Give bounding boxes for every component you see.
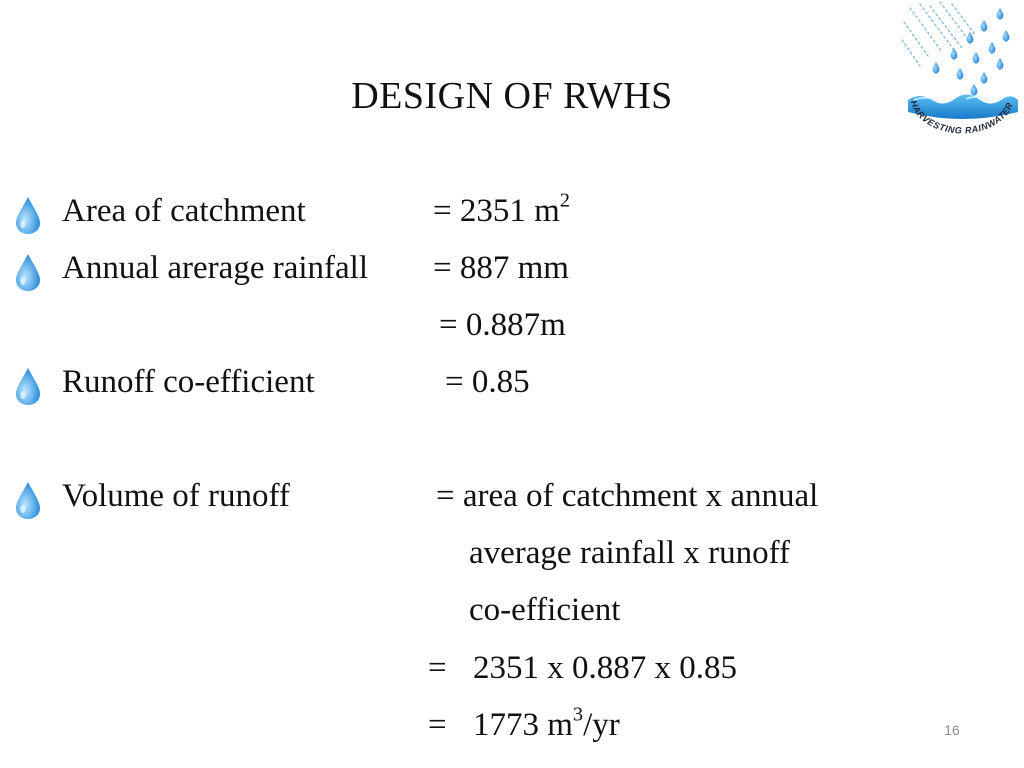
area-value: = 2351 $m^2$ [433, 189, 570, 229]
water-drop-icon [13, 366, 43, 406]
page-number: 16 [944, 722, 960, 738]
harvesting-rainwater-logo [896, 0, 1024, 150]
runoff-coefficient-label: Runoff co-efficient [62, 364, 315, 400]
volume-label: Volume of runoff [62, 478, 290, 514]
volume-result: 1773 $m^3/yr$ [473, 703, 620, 743]
rainfall-value-metres: = 0.887m [439, 307, 566, 343]
slide-title: DESIGN OF RWHS [351, 75, 673, 117]
rainfall-value: = 887 mm [433, 250, 569, 286]
water-drop-icon [13, 252, 43, 292]
volume-formula-line1: = area of catchment x annual [436, 478, 819, 514]
volume-result-sign: = [428, 707, 447, 743]
water-drop-icon [13, 195, 43, 235]
area-label: Area of catchment [62, 193, 306, 229]
water-drop-icon [13, 480, 43, 520]
volume-calculation: 2351 x 0.887 x 0.85 [473, 650, 737, 686]
volume-calc-sign: = [428, 650, 447, 686]
runoff-coefficient-value: = 0.85 [445, 364, 530, 400]
volume-formula-line2: average rainfall x runoff [469, 535, 790, 571]
rainfall-label: Annual arerage rainfall [62, 250, 368, 286]
svg-text:HARVESTING RAINWATER: HARVESTING RAINWATER [908, 99, 1015, 136]
volume-formula-line3: co-efficient [469, 592, 621, 628]
